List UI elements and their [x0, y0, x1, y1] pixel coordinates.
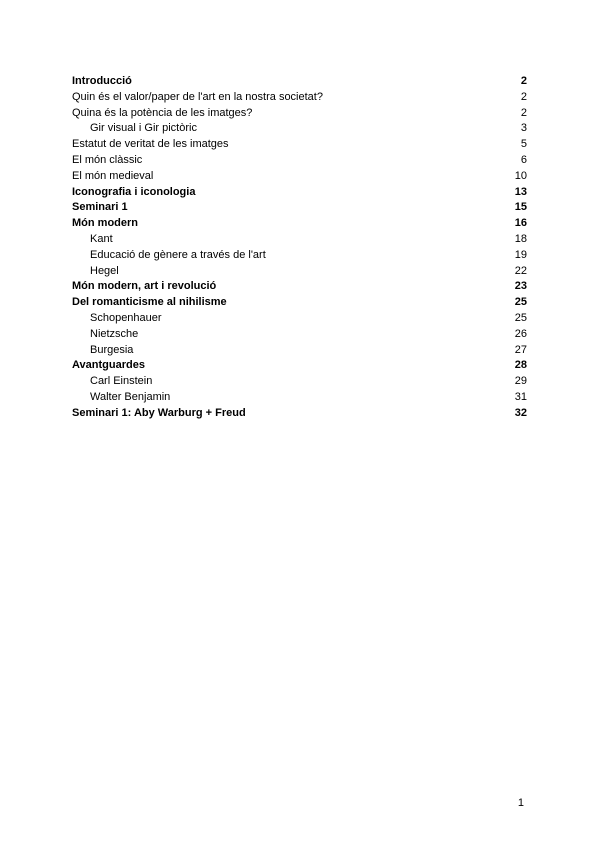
toc-entry-page: 32	[514, 406, 527, 419]
toc-entry-page: 19	[514, 248, 527, 261]
toc-entry[interactable]	[72, 264, 527, 280]
toc-entry-page: 31	[514, 390, 527, 403]
toc-entry[interactable]	[72, 295, 527, 311]
toc-entry-title: Carl Einstein	[90, 375, 153, 388]
toc-entry-page: 10	[514, 169, 527, 182]
toc-entry-page: 25	[514, 311, 527, 324]
toc-entry-title: Schopenhauer	[90, 311, 162, 324]
toc-entry-title: Iconografia i iconologia	[72, 185, 196, 198]
toc-entry-page: 5	[520, 138, 527, 151]
toc-entry[interactable]	[72, 279, 527, 295]
toc-entry-page: 6	[520, 153, 527, 166]
toc-entry-title: El món medieval	[72, 169, 154, 182]
toc-entry-title: Món modern, art i revolució	[72, 280, 217, 293]
toc-entry-page: 2	[520, 90, 527, 103]
toc-entry-page: 22	[514, 264, 527, 277]
toc-entry-title: Introducció	[72, 75, 132, 87]
toc-entry[interactable]	[72, 232, 527, 248]
toc-entry-title: Quin és el valor/paper de l'art en la nostra societat?	[72, 90, 323, 103]
toc-entry-title: Món modern	[72, 217, 138, 230]
toc-entry-title: Educació de gènere a través de l'art	[90, 248, 266, 261]
toc-entry[interactable]	[72, 248, 527, 264]
toc-entry[interactable]	[72, 406, 527, 422]
toc-entry-title: El món clàssic	[72, 153, 143, 166]
toc-entry-title: Burgesia	[90, 343, 134, 356]
toc-entry-title: Del romanticisme al nihilisme	[72, 296, 227, 309]
toc-entry[interactable]	[72, 137, 527, 153]
toc-entry[interactable]	[72, 169, 527, 185]
toc-entry-page: 15	[514, 201, 527, 214]
toc-entry[interactable]	[72, 74, 527, 90]
toc-entry-page: 26	[514, 327, 527, 340]
toc-entry-page: 18	[514, 232, 527, 245]
toc-entry-page: 23	[514, 280, 527, 293]
toc-entry-page: 2	[520, 106, 527, 119]
toc-entry[interactable]	[72, 358, 527, 374]
toc-entry[interactable]	[72, 343, 527, 359]
toc-entry-title: Seminari 1	[72, 201, 128, 214]
toc-entry-title: Avantguardes	[72, 359, 145, 372]
toc-entry-page: 3	[520, 122, 527, 135]
toc-entry-page: 29	[514, 375, 527, 388]
toc-entry[interactable]	[72, 390, 527, 406]
toc-entry[interactable]	[72, 200, 527, 216]
page-number: 1	[517, 797, 524, 809]
toc-entry[interactable]	[72, 374, 527, 390]
toc-entry-page: 28	[514, 359, 527, 372]
toc-entry-title: Hegel	[90, 264, 119, 277]
toc-entry[interactable]	[72, 185, 527, 201]
toc-entry-title: Seminari 1: Aby Warburg + Freud	[72, 406, 246, 419]
toc-entry-title: Walter Benjamin	[90, 390, 171, 403]
toc-entry[interactable]	[72, 216, 527, 232]
toc-entry-page: 13	[514, 185, 527, 198]
table-of-contents	[72, 74, 527, 422]
toc-entry[interactable]	[72, 311, 527, 327]
toc-entry-title: Kant	[90, 232, 113, 245]
toc-entry-title: Estatut de veritat de les imatges	[72, 138, 229, 151]
toc-entry-page: 27	[514, 343, 527, 356]
toc-entry[interactable]	[72, 90, 527, 106]
toc-entry-page: 25	[514, 296, 527, 309]
toc-entry-title: Quina és la potència de les imatges?	[72, 106, 253, 119]
toc-entry[interactable]	[72, 106, 527, 122]
toc-entry-page: 2	[520, 75, 527, 87]
toc-entry[interactable]	[72, 327, 527, 343]
toc-entry[interactable]	[72, 121, 527, 137]
toc-entry[interactable]	[72, 153, 527, 169]
toc-entry-page: 16	[514, 217, 527, 230]
toc-entry-title: Gir visual i Gir pictòric	[90, 122, 197, 135]
toc-entry-title: Nietzsche	[90, 327, 139, 340]
